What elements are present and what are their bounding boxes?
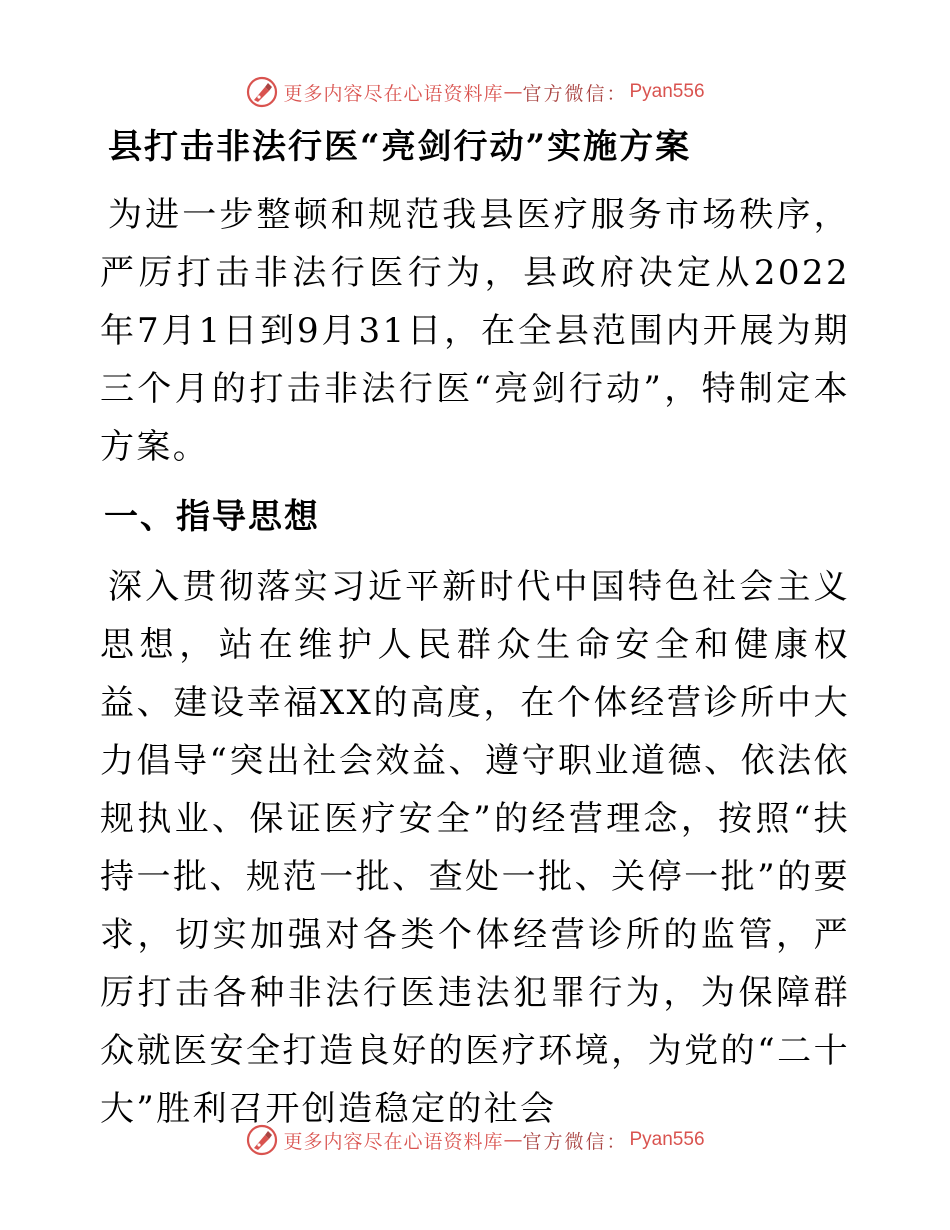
watermark-account-id: Pyan556 [629,81,705,102]
section-body-guiding-ideology: 深入贯彻落实习近平新时代中国特色社会主义思想，站在维护人民群众生命安全和健康权益、建设幸福XX的高度，在个体经营诊所中大力倡导“突出社会效益、遵守职业道德、依法依规执业、保证医疗安全”的经营理念，按照“扶持一批、规范一批、查处一批、关停一批”的要求，切实加强对各类个体经营诊所的监管，严厉打击各种非法行医违法犯罪行为，为保障群众就医安全打造良好的医疗环境，为党的“二十大”胜利召开创造稳定的社会 [100,567,850,1129]
watermark-account-id: Pyan556 [629,1129,705,1150]
watermark-site-name: 更多内容尽在心语资料库 [283,1130,504,1153]
document-body [100,118,850,1138]
watermark-site-name: 更多内容尽在心语资料库 [283,82,504,105]
watermark-wechat-label: 官方微信： [522,1130,628,1153]
section-heading-guiding-ideology: 一、指导思想 [104,497,320,537]
watermark-wechat-label: 官方微信： [522,82,628,105]
pen-nib-logo-icon [245,75,279,109]
watermark-dash: — [503,81,523,103]
document-title: 县打击非法行医“亮剑行动”实施方案 [108,127,692,167]
watermark-footer [0,1120,950,1160]
intro-paragraph: 为进一步整顿和规范我县医疗服务市场秩序，严厉打击非法行医行为，县政府决定从2022年7月1日到9月31日，在全县范围内开展为期三个月的打击非法行医“亮剑行动”，特制定本方案。 [100,195,850,467]
pen-nib-logo-icon [245,1123,279,1157]
watermark-header [0,72,950,112]
watermark-dash: — [503,1129,523,1151]
